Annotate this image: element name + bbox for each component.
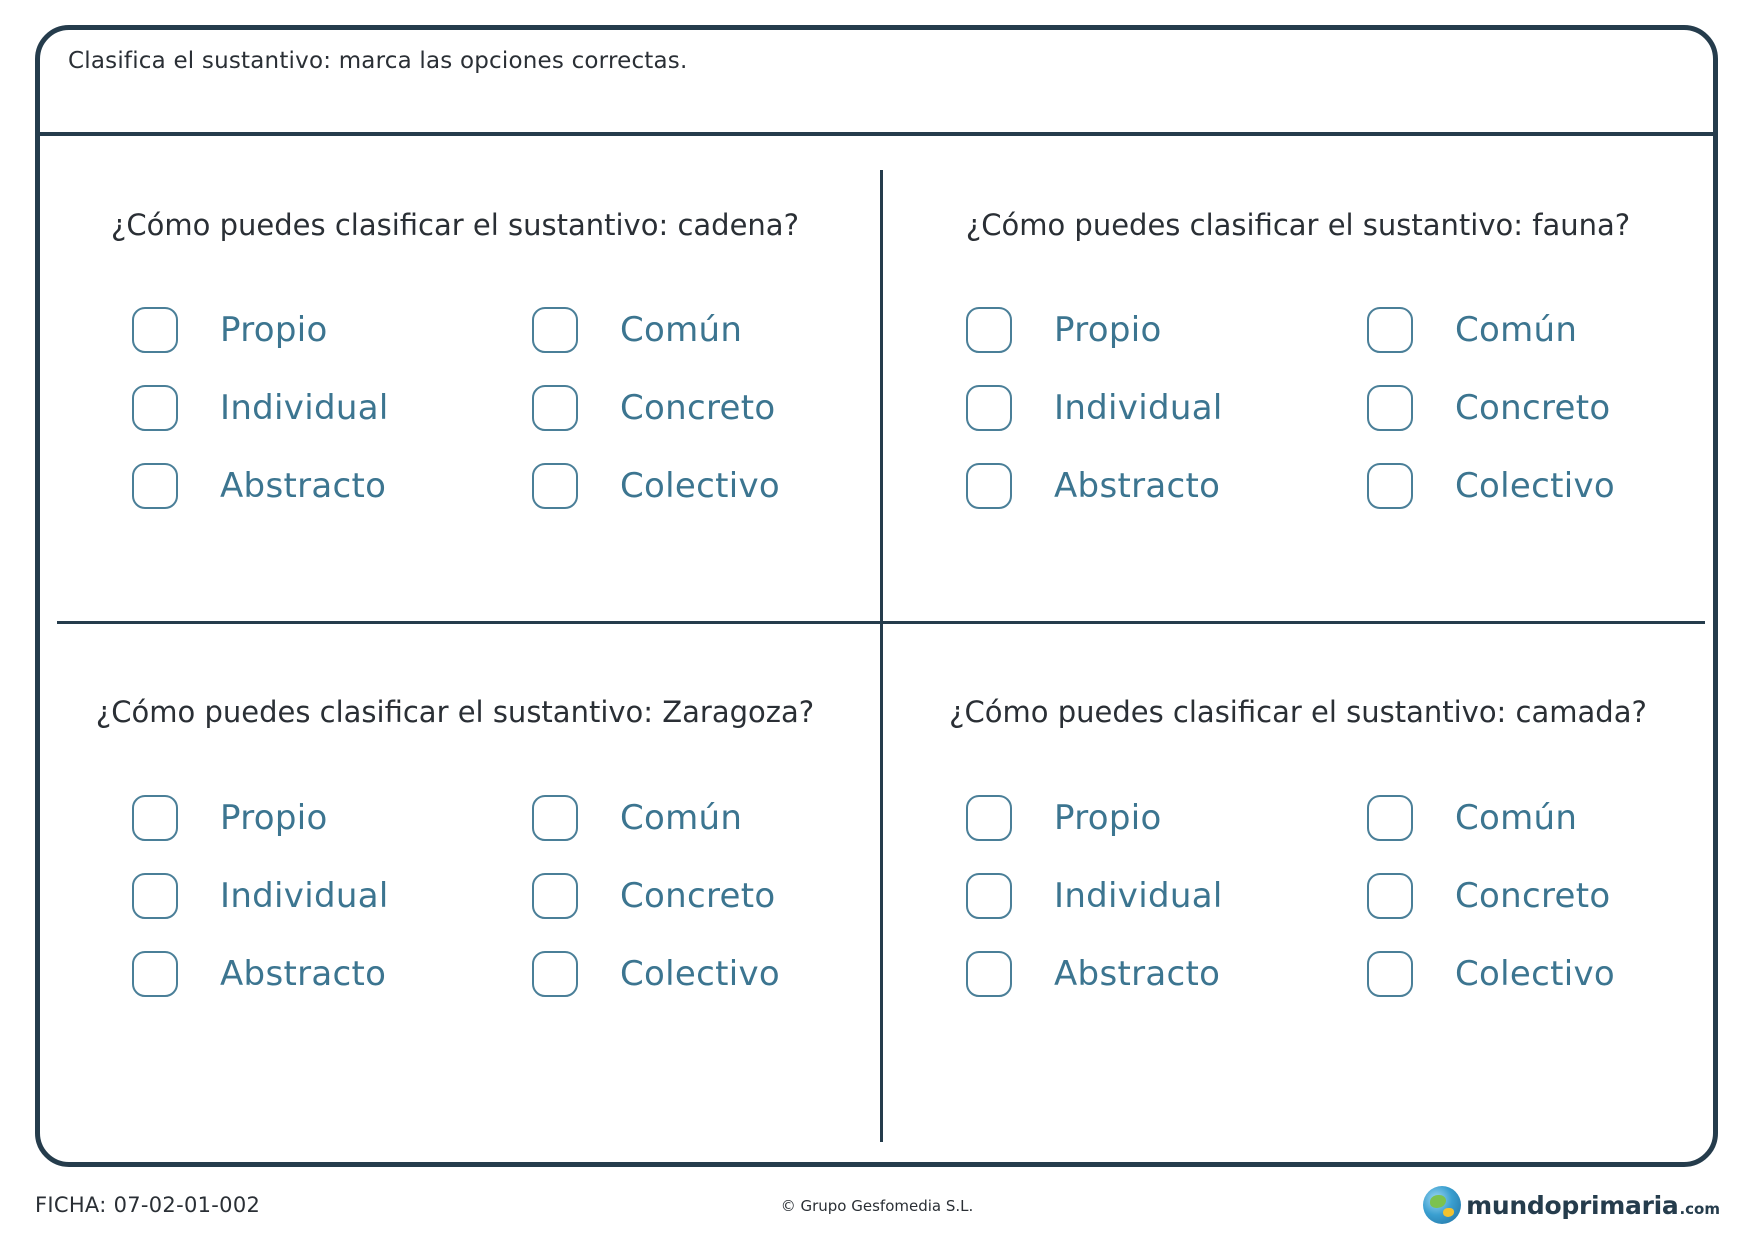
option-label: Individual — [220, 876, 389, 916]
checkbox-icon[interactable] — [966, 385, 1012, 431]
option-label: Común — [1455, 310, 1578, 350]
option-abstracto[interactable] — [132, 948, 386, 1000]
checkbox-icon[interactable] — [132, 463, 178, 509]
vertical-divider — [880, 170, 883, 1142]
option-colectivo[interactable] — [1367, 460, 1615, 512]
checkbox-icon[interactable] — [966, 873, 1012, 919]
checkbox-icon[interactable] — [532, 951, 578, 997]
option-concreto[interactable] — [1367, 382, 1610, 434]
worksheet-code: FICHA: 07-02-01-002 — [35, 1193, 261, 1217]
question-title: ¿Cómo puedes clasificar el sustantivo: fauna? — [965, 208, 1631, 242]
option-label: Propio — [1054, 310, 1162, 350]
option-comun[interactable] — [1367, 304, 1577, 356]
checkbox-icon[interactable] — [966, 307, 1012, 353]
option-label: Concreto — [1455, 876, 1611, 916]
option-label: Propio — [1054, 798, 1162, 838]
question-title: ¿Cómo puedes clasificar el sustantivo: cadena? — [111, 208, 799, 242]
option-label: Colectivo — [1455, 466, 1615, 506]
checkbox-icon[interactable] — [132, 873, 178, 919]
checkbox-icon[interactable] — [132, 385, 178, 431]
option-abstracto[interactable] — [966, 460, 1220, 512]
option-abstracto[interactable] — [132, 460, 386, 512]
option-concreto[interactable] — [532, 870, 775, 922]
option-label: Común — [620, 310, 743, 350]
option-label: Común — [620, 798, 743, 838]
checkbox-icon[interactable] — [532, 873, 578, 919]
option-concreto[interactable] — [532, 382, 775, 434]
option-label: Abstracto — [220, 954, 387, 994]
option-individual[interactable] — [966, 870, 1223, 922]
horizontal-divider — [57, 621, 1705, 624]
instruction-text: Clasifica el sustantivo: marca las opciones correctas. — [68, 48, 688, 74]
question-title: ¿Cómo puedes clasificar el sustantivo: camada? — [949, 695, 1647, 729]
option-label: Propio — [220, 798, 328, 838]
option-individual[interactable] — [132, 382, 389, 434]
copyright-text: © Grupo Gesfomedia S.L. — [780, 1197, 974, 1215]
option-label: Individual — [1054, 876, 1223, 916]
option-propio[interactable] — [132, 792, 328, 844]
option-label: Propio — [220, 310, 328, 350]
checkbox-icon[interactable] — [1367, 385, 1413, 431]
option-label: Individual — [1054, 388, 1223, 428]
mundoprimaria-logo[interactable] — [1423, 1186, 1720, 1224]
checkbox-icon[interactable] — [966, 795, 1012, 841]
option-concreto[interactable] — [1367, 870, 1610, 922]
globe-icon — [1423, 1186, 1461, 1224]
option-label: Abstracto — [1054, 954, 1221, 994]
option-label: Concreto — [620, 388, 776, 428]
option-label: Concreto — [1455, 388, 1611, 428]
option-label: Abstracto — [220, 466, 387, 506]
option-propio[interactable] — [132, 304, 328, 356]
checkbox-icon[interactable] — [1367, 307, 1413, 353]
option-individual[interactable] — [132, 870, 389, 922]
checkbox-icon[interactable] — [1367, 795, 1413, 841]
option-colectivo[interactable] — [532, 460, 780, 512]
checkbox-icon[interactable] — [1367, 873, 1413, 919]
option-propio[interactable] — [966, 304, 1162, 356]
logo-tld: .com — [1679, 1200, 1720, 1218]
option-comun[interactable] — [1367, 792, 1577, 844]
option-comun[interactable] — [532, 792, 742, 844]
option-label: Concreto — [620, 876, 776, 916]
option-label: Común — [1455, 798, 1578, 838]
option-label: Individual — [220, 388, 389, 428]
option-label: Colectivo — [620, 466, 780, 506]
option-comun[interactable] — [532, 304, 742, 356]
option-label: Colectivo — [620, 954, 780, 994]
checkbox-icon[interactable] — [966, 463, 1012, 509]
checkbox-icon[interactable] — [132, 307, 178, 353]
checkbox-icon[interactable] — [532, 463, 578, 509]
checkbox-icon[interactable] — [132, 795, 178, 841]
checkbox-icon[interactable] — [1367, 463, 1413, 509]
logo-name: mundoprimaria — [1466, 1190, 1679, 1220]
checkbox-icon[interactable] — [532, 307, 578, 353]
question-title: ¿Cómo puedes clasificar el sustantivo: Zaragoza? — [95, 695, 815, 729]
worksheet-frame — [35, 25, 1718, 1167]
option-propio[interactable] — [966, 792, 1162, 844]
option-label: Abstracto — [1054, 466, 1221, 506]
checkbox-icon[interactable] — [1367, 951, 1413, 997]
option-label: Colectivo — [1455, 954, 1615, 994]
option-colectivo[interactable] — [532, 948, 780, 1000]
header-divider — [40, 132, 1713, 136]
checkbox-icon[interactable] — [132, 951, 178, 997]
option-abstracto[interactable] — [966, 948, 1220, 1000]
checkbox-icon[interactable] — [532, 385, 578, 431]
option-colectivo[interactable] — [1367, 948, 1615, 1000]
option-individual[interactable] — [966, 382, 1223, 434]
checkbox-icon[interactable] — [966, 951, 1012, 997]
checkbox-icon[interactable] — [532, 795, 578, 841]
